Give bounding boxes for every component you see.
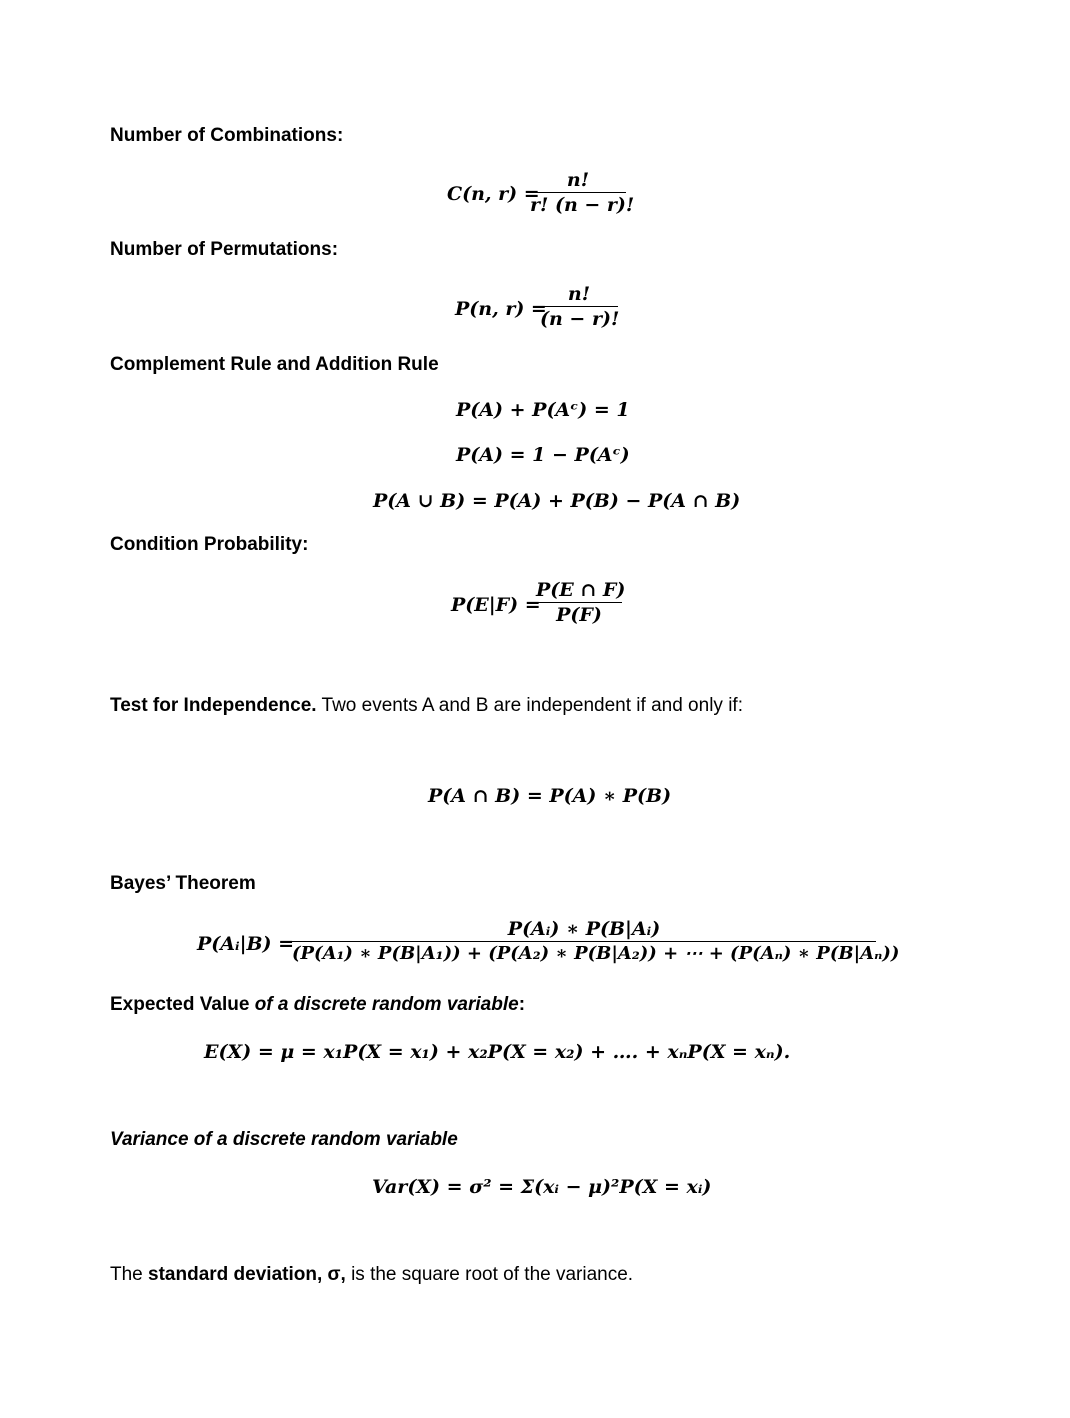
formula-complement-2: P(A) = 1 − P(Aᶜ): [456, 444, 630, 466]
variance-italic-label: Variance of a discrete random variable: [110, 1129, 458, 1150]
formula-combinations-numerator: n!: [566, 169, 590, 191]
paragraph-independence: [110, 695, 743, 717]
formula-permutations-denominator: (n − r)!: [540, 308, 620, 330]
heading-permutations: Number of Permutations:: [110, 239, 339, 260]
expected-bold-label: Expected Value: [110, 994, 255, 1015]
stddev-bold: standard deviation, σ,: [148, 1264, 346, 1285]
formula-conditional-lhs: P(E|F) =: [451, 594, 541, 616]
formula-independence: P(A ∩ B) = P(A) ∗ P(B): [428, 785, 672, 807]
independence-bold-label: Test for Independence.: [110, 695, 317, 716]
heading-complement-addition: Complement Rule and Addition Rule: [110, 354, 439, 375]
formula-complement-1: P(A) + P(Aᶜ) = 1: [456, 399, 630, 421]
formula-bayes-denominator: (P(A₁) ∗ P(B|A₁)) + (P(A₂) ∗ P(B|A₂)) + ⋯ + (P(Aₙ) ∗ P(B|Aₙ)): [292, 943, 900, 964]
heading-bayes-theorem: Bayes’ Theorem: [110, 873, 256, 894]
formula-bayes-lhs: P(Aᵢ|B) =: [197, 933, 295, 955]
formula-conditional-fraction: [536, 578, 626, 627]
formula-permutations-numerator: n!: [567, 283, 591, 305]
heading-conditional-probability: Condition Probability:: [110, 534, 309, 555]
heading-expected-value: [110, 994, 525, 1016]
formula-conditional-numerator: P(E ∩ F): [536, 579, 626, 601]
formula-combinations-denominator: r! (n − r)!: [530, 194, 635, 216]
independence-text: Two events A and B are independent if and only if:: [316, 695, 743, 716]
formula-bayes-fraction: [292, 917, 900, 966]
formula-addition-rule: P(A ∪ B) = P(A) + P(B) − P(A ∩ B): [373, 490, 741, 512]
heading-combinations: Number of Combinations:: [110, 125, 344, 146]
formula-variance: Var(X) = σ² = Σ(xᵢ − μ)²P(X = xᵢ): [372, 1176, 712, 1198]
formula-permutations-fraction: [540, 282, 618, 331]
stddev-prefix: The: [110, 1264, 149, 1285]
heading-variance: [110, 1129, 458, 1151]
formula-bayes-numerator: P(Aᵢ) ∗ P(B|Aᵢ): [507, 918, 661, 940]
formula-permutations-lhs: P(n, r) =: [455, 298, 547, 320]
formula-conditional-denominator: P(F): [556, 604, 602, 626]
stddev-suffix: is the square root of the variance.: [345, 1264, 634, 1285]
formula-combinations-fraction: [530, 168, 635, 217]
expected-colon: :: [518, 994, 526, 1015]
formula-expected-value: E(X) = μ = x₁P(X = x₁) + x₂P(X = x₂) + …. + xₙP(X = xₙ).: [204, 1041, 791, 1063]
expected-italic-label: of a discrete random variable: [254, 994, 519, 1015]
paragraph-standard-deviation: [110, 1264, 633, 1286]
formula-combinations-lhs: C(n, r) =: [447, 183, 540, 205]
